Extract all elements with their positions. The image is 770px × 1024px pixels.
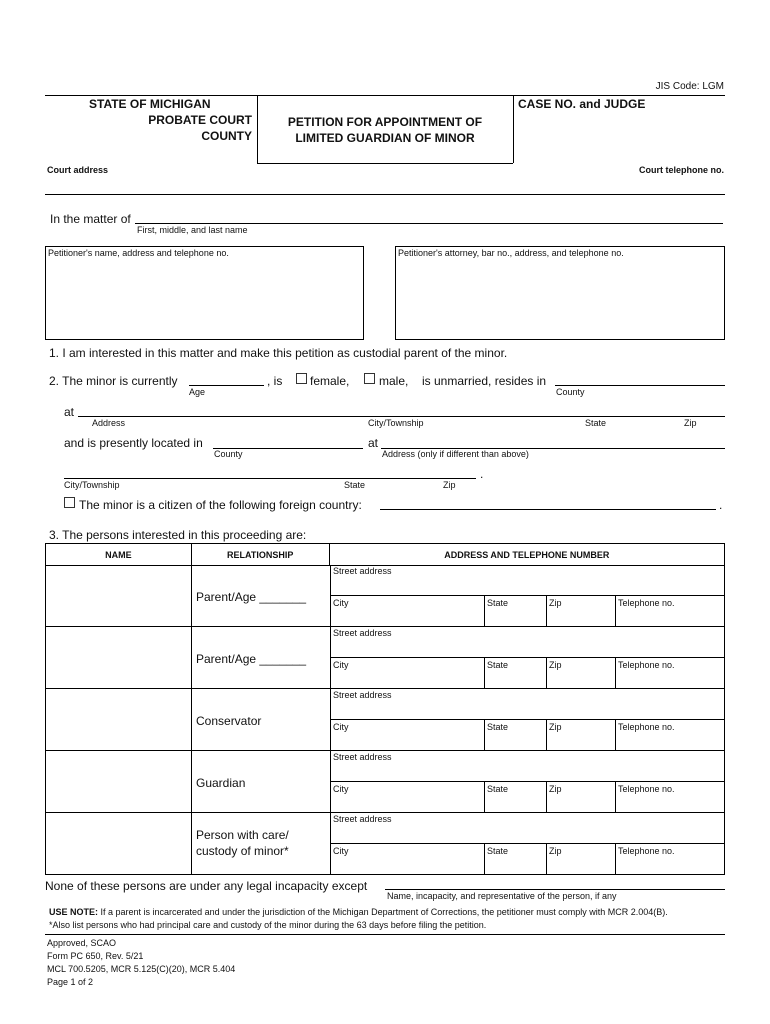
footer-mcl: MCL 700.5205, MCR 5.125(C)(20), MCR 5.404 — [47, 964, 236, 974]
zip-label: Zip — [549, 598, 562, 608]
state-label: State — [487, 598, 509, 608]
item-3-label: 3. The persons interested in this proceeding are: — [49, 528, 307, 542]
state-label: STATE OF MICHIGAN — [89, 97, 211, 111]
header-name: NAME — [46, 544, 192, 566]
table-row — [45, 813, 725, 875]
phone-label: Telephone no. — [618, 784, 675, 794]
unmarried-label: is unmarried, resides in — [422, 374, 547, 388]
table-row — [45, 565, 725, 627]
jis-code: JIS Code: LGM — [655, 81, 724, 92]
county-label: COUNTY — [201, 129, 252, 143]
case-no-label: CASE NO. and JUDGE — [518, 97, 646, 111]
attorney-box-label: Petitioner's attorney, bar no., address, and telephone no. — [398, 248, 624, 258]
cell-divider — [484, 781, 485, 812]
citizen-checkbox[interactable] — [64, 497, 75, 508]
cell-divider — [615, 719, 616, 750]
cell-divider — [615, 595, 616, 626]
street-address-field[interactable] — [331, 657, 724, 658]
matter-label: In the matter of — [50, 212, 131, 226]
footer-page: Page 1 of 2 — [47, 977, 94, 987]
use-note-bold: USE NOTE: — [49, 907, 99, 917]
female-checkbox[interactable] — [296, 373, 307, 384]
relationship-label: Person with care/ custody of minor* — [196, 828, 289, 858]
court-address-label: Court address — [47, 165, 109, 175]
header-title-bottom — [257, 163, 513, 164]
county-field[interactable] — [555, 385, 725, 386]
country-field[interactable] — [380, 509, 716, 510]
relationship-label: Conservator — [196, 714, 262, 728]
city-label: City — [333, 722, 349, 732]
footer-rule — [45, 934, 725, 935]
male-checkbox[interactable] — [364, 373, 375, 384]
citizen-period: . — [719, 498, 723, 512]
cell-divider — [546, 595, 547, 626]
female-label: female, — [310, 374, 350, 388]
header-top-rule — [45, 95, 725, 96]
located-period: . — [480, 467, 484, 481]
state-sub: State — [585, 418, 607, 428]
state-label: State — [487, 846, 509, 856]
is-label: , is — [267, 374, 283, 388]
county-sub: County — [556, 387, 585, 397]
cell-divider — [615, 781, 616, 812]
form-title-line1: PETITION FOR APPOINTMENT OF — [287, 115, 483, 129]
city-sub: City/Township — [368, 418, 424, 428]
name-cell[interactable] — [46, 751, 192, 812]
cell-divider — [615, 657, 616, 688]
age-field[interactable] — [189, 385, 264, 386]
located-label: and is presently located in — [64, 436, 203, 450]
header-divider-1 — [257, 95, 258, 163]
table-row — [45, 627, 725, 689]
item-2-prefix: 2. The minor is currently — [49, 374, 178, 388]
attorney-box[interactable] — [395, 246, 725, 340]
located-county-sub: County — [214, 449, 243, 459]
use-note-text: If a parent is incarcerated and under the jurisdiction of the Michigan Department of Corrections, the petitioner must comply with MCR 2.004(B). — [98, 907, 668, 917]
address-sub: Address — [92, 418, 126, 428]
state-label: State — [487, 784, 509, 794]
cell-divider — [546, 843, 547, 874]
cell-divider — [546, 657, 547, 688]
cell-divider — [484, 595, 485, 626]
header-address: ADDRESS AND TELEPHONE NUMBER — [329, 544, 724, 566]
street-address-field[interactable] — [331, 843, 724, 844]
phone-label: Telephone no. — [618, 846, 675, 856]
name-cell[interactable] — [46, 627, 192, 688]
relationship-label: Guardian — [196, 776, 246, 790]
zip-sub: Zip — [684, 418, 697, 428]
located-city-field[interactable] — [64, 478, 476, 479]
cell-divider — [546, 781, 547, 812]
cell-divider — [484, 719, 485, 750]
footer-form: Form PC 650, Rev. 5/21 — [47, 951, 144, 961]
state-sub2: State — [344, 480, 366, 490]
name-cell[interactable] — [46, 813, 192, 874]
city-label: City — [333, 784, 349, 794]
zip-label: Zip — [549, 660, 562, 670]
street-address-label: Street address — [333, 752, 392, 762]
table-row — [45, 751, 725, 813]
phone-label: Telephone no. — [618, 660, 675, 670]
relationship-label: Parent/Age _______ — [196, 652, 307, 666]
at2-label: at — [368, 436, 379, 450]
zip-label: Zip — [549, 784, 562, 794]
street-address-label: Street address — [333, 814, 392, 824]
incapacity-sub: Name, incapacity, and representative of the person, if any — [387, 891, 617, 901]
city-sub2: City/Township — [64, 480, 120, 490]
state-label: State — [487, 722, 509, 732]
street-address-field[interactable] — [331, 719, 724, 720]
form-title-line2: LIMITED GUARDIAN OF MINOR — [295, 131, 475, 145]
use-note — [49, 907, 668, 917]
court-label: PROBATE COURT — [148, 113, 252, 127]
table-row — [45, 689, 725, 751]
footer-approved: Approved, SCAO — [47, 938, 117, 948]
item-1: 1. I am interested in this matter and make this petition as custodial parent of the minor. — [49, 346, 508, 360]
street-address-label: Street address — [333, 690, 392, 700]
city-label: City — [333, 660, 349, 670]
petitioner-box-label: Petitioner's name, address and telephone no. — [48, 248, 229, 258]
address-field[interactable] — [78, 416, 725, 417]
petitioner-box[interactable] — [45, 246, 364, 340]
cell-divider — [615, 843, 616, 874]
zip-label: Zip — [549, 722, 562, 732]
incapacity-field[interactable] — [385, 889, 725, 890]
cell-divider — [484, 657, 485, 688]
male-label: male, — [379, 374, 409, 388]
city-label: City — [333, 598, 349, 608]
name-cell[interactable] — [46, 565, 192, 626]
court-address-rule — [45, 194, 725, 195]
citizen-label: The minor is a citizen of the following foreign country: — [79, 498, 362, 512]
header-relationship: RELATIONSHIP — [191, 544, 329, 566]
street-address-label: Street address — [333, 628, 392, 638]
header-divider-2 — [513, 95, 514, 163]
street-address-label: Street address — [333, 566, 392, 576]
street-address-field[interactable] — [331, 595, 724, 596]
use-note-line2: *Also list persons who had principal care and custody of the minor during the 63 days before filing the petition. — [49, 920, 487, 930]
address-diff-sub: Address (only if different than above) — [382, 449, 529, 459]
matter-name-field[interactable] — [135, 223, 723, 224]
phone-label: Telephone no. — [618, 722, 675, 732]
matter-sub: First, middle, and last name — [137, 225, 248, 235]
zip-sub2: Zip — [443, 480, 456, 490]
incapacity-label: None of these persons are under any legal incapacity except — [45, 879, 368, 893]
at-label: at — [64, 405, 75, 419]
relationship-label: Parent/Age _______ — [196, 590, 307, 604]
age-sub: Age — [189, 387, 206, 397]
court-telephone-label: Court telephone no. — [639, 165, 724, 175]
city-label: City — [333, 846, 349, 856]
zip-label: Zip — [549, 846, 562, 856]
cell-divider — [484, 843, 485, 874]
interested-persons-table — [45, 543, 725, 566]
table-header-row — [46, 544, 725, 566]
street-address-field[interactable] — [331, 781, 724, 782]
phone-label: Telephone no. — [618, 598, 675, 608]
state-label: State — [487, 660, 509, 670]
name-cell[interactable] — [46, 689, 192, 750]
cell-divider — [546, 719, 547, 750]
